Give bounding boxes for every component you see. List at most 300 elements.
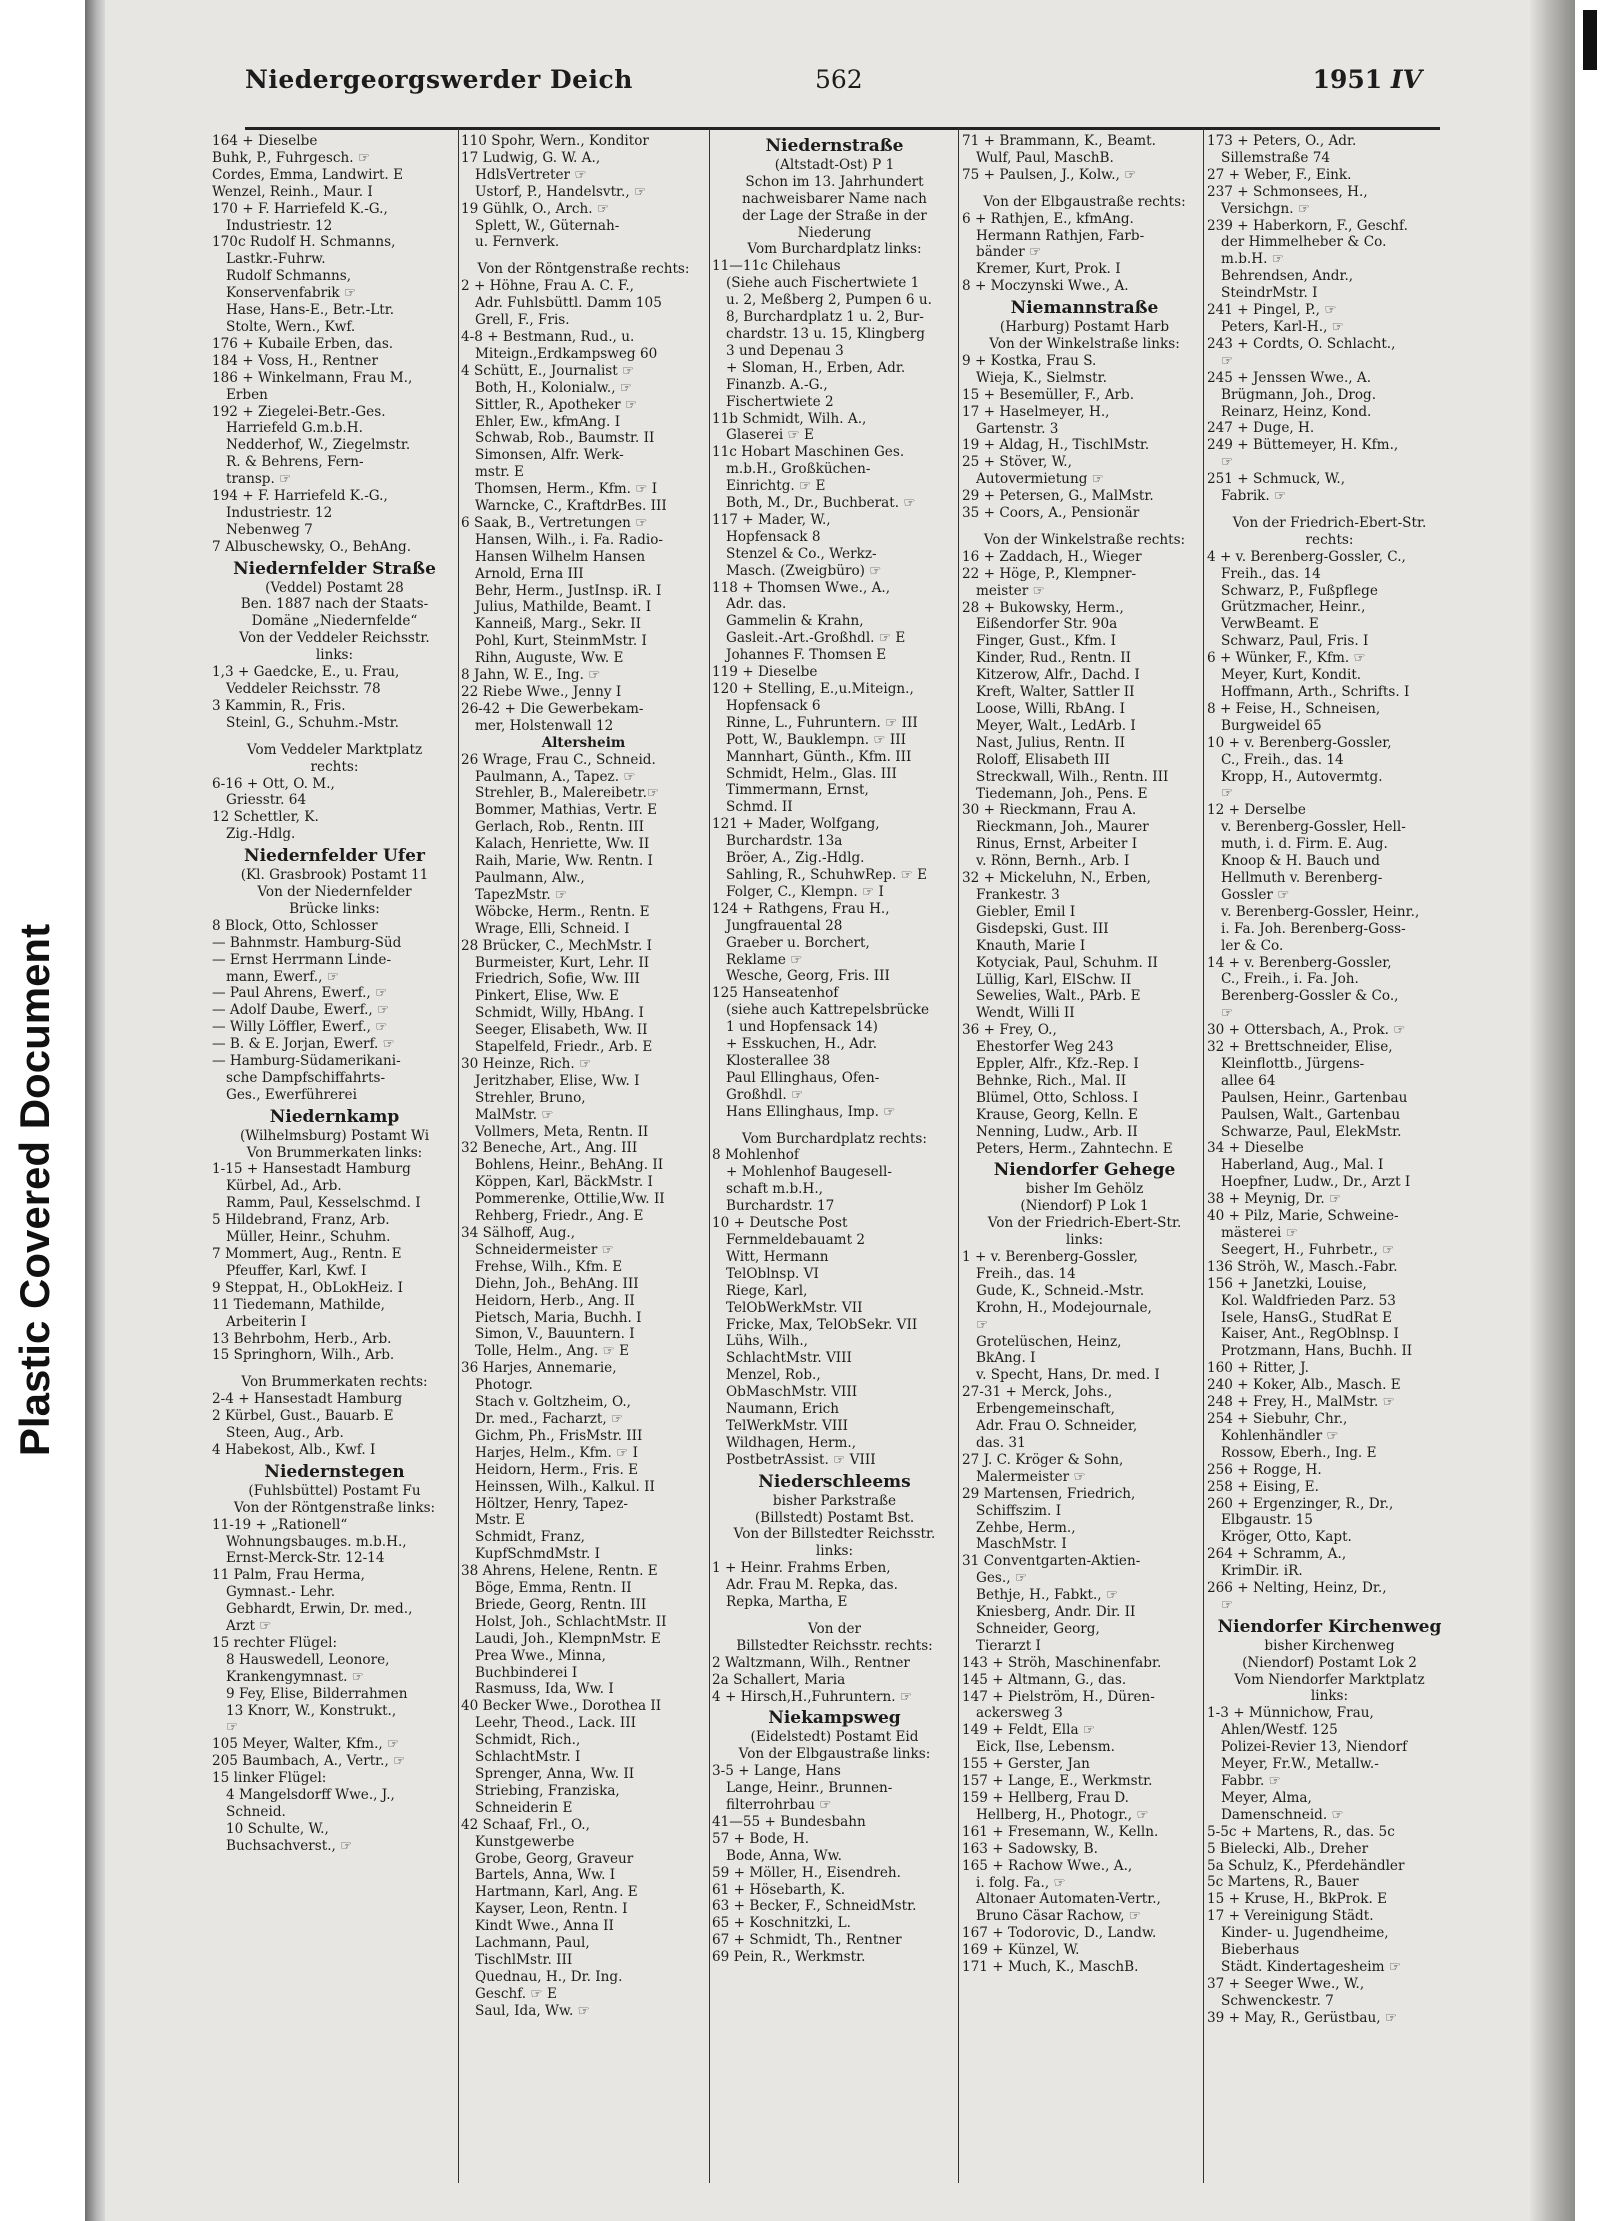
entry-line: Paulsen, Heinr., Gartenbau	[1221, 1089, 1408, 1106]
entry-line: 186 + Winkelmann, Frau M.,	[212, 369, 413, 386]
entry-line: 170 + F. Harriefeld K.-G.,	[212, 200, 388, 217]
entry-line: 34 Sälhoff, Aug.,	[461, 1225, 576, 1241]
entry-line: 7 Albuschewsky, O., BehAng.	[212, 538, 412, 555]
entry-line: Sewelies, Walt., PArb. E	[976, 988, 1141, 1005]
entry-line: Wulf, Paul, MaschB.	[976, 149, 1114, 166]
entry-line: m.b.H., Großküchen-	[726, 461, 871, 478]
directory-column-4	[962, 133, 1207, 2178]
street-subline: Brücke links:	[289, 900, 380, 917]
entry-line: 4 + v. Berenberg-Gossler, C.,	[1207, 548, 1406, 565]
entry-line: 11-19 + „Rationell“	[212, 1516, 348, 1533]
entry-line: Schwarz, P., Fußpflege	[1221, 582, 1378, 599]
scan-label: Plastic Covered Document	[11, 923, 58, 1457]
entry-line: Simon, V., Bauuntern. I	[475, 1326, 635, 1343]
entry-line: Bruno Cäsar Rachow, ☞	[976, 1908, 1141, 1925]
entry-line: der Himmelheber & Co.	[1221, 234, 1387, 251]
entry-line: 8 + Feise, H., Schneisen,	[1207, 700, 1381, 717]
entry-line: 243 + Cordts, O. Schlacht.,	[1207, 335, 1396, 352]
entry-line: 36 + Frey, O.,	[962, 1022, 1057, 1039]
entry-line: 143 + Ströh, Maschinenfabr.	[962, 1654, 1162, 1671]
entry-line: 156 + Janetzki, Louise,	[1207, 1275, 1367, 1292]
entry-line: 27-31 + Merck, Johs.,	[962, 1384, 1113, 1401]
entry-line: Jeritzhaber, Elise, Ww. I	[475, 1072, 640, 1089]
entry-line: 117 + Mader, W.,	[712, 511, 831, 528]
entry-line: Naumann, Erich	[726, 1401, 840, 1418]
entry-line: Polizei-Revier 13, Niendorf	[1221, 1739, 1408, 1756]
column-divider	[458, 128, 459, 2183]
street-subline: Von der Röntgenstraße links:	[233, 1499, 436, 1516]
entry-line: 40 Becker Wwe., Dorothea II	[461, 1698, 662, 1715]
entry-line: Simonsen, Alfr. Werk-	[475, 447, 624, 464]
entry-line: u. 2, Meßberg 2, Pumpen 6 u.	[726, 292, 932, 309]
entry-line: — Adolf Daube, Ewerf., ☞	[212, 1002, 390, 1019]
entry-line: Friedrich, Sofie, Ww. III	[475, 971, 640, 988]
entry-line: Dr. med., Facharzt, ☞	[475, 1410, 624, 1427]
entry-line: Holst, Joh., SchlachtMstr. II	[475, 1613, 667, 1630]
entry-line: Pott, W., Bauklempn. ☞ III	[726, 731, 906, 748]
entry-line: 15 + Kruse, H., BkProk. E	[1207, 1891, 1388, 1908]
street-subline: Vom Burchardplatz rechts:	[742, 1130, 927, 1147]
entry-line: 147 + Pielström, H., Düren-	[962, 1688, 1155, 1705]
entry-line: Arzt ☞	[226, 1618, 272, 1635]
entry-line: Burchardstr. 13a	[726, 833, 843, 850]
entry-line: Gisdepski, Gust. III	[976, 920, 1109, 937]
section-gap	[962, 184, 1207, 194]
entry-line: Schiffszim. I	[976, 1502, 1062, 1519]
entry-line: Tierarzt I	[976, 1637, 1041, 1654]
street-subline: links:	[315, 647, 354, 664]
entry-line: Griesstr. 64	[226, 792, 307, 809]
entry-line: Hansen, Wilh., i. Fa. Radio-	[475, 531, 664, 548]
street-subline: Von der Niedernfelder	[257, 883, 412, 900]
section-gap	[1207, 505, 1452, 515]
entry-line: Kohlenhändler ☞	[1221, 1427, 1339, 1444]
entry-line: Einrichtg. ☞ E	[726, 478, 826, 495]
entry-line: 164 + Dieselbe	[212, 133, 318, 149]
entry-line: Kreft, Walter, Sattler II	[976, 684, 1135, 701]
entry-line: Kröger, Otto, Kapt.	[1221, 1529, 1352, 1546]
entry-line: Ehler, Ew., kfmAng. I	[475, 413, 621, 430]
entry-line: Blümel, Otto, Schloss. I	[976, 1089, 1139, 1106]
entry-line: 25 + Stöver, W.,	[962, 454, 1072, 471]
entry-line: Stapelfeld, Friedr., Arb. E	[475, 1039, 653, 1056]
entry-line: Freih., das. 14	[1221, 565, 1321, 582]
entry-line: Adr. Frau O. Schneider,	[976, 1418, 1138, 1435]
entry-line: transp. ☞	[226, 471, 292, 488]
entry-line: chardstr. 13 u. 15, Klingberg	[726, 325, 925, 342]
entry-line: Knauth, Marie I	[976, 937, 1086, 954]
entry-line: 2 Kürbel, Gust., Bauarb. E	[212, 1408, 394, 1425]
entry-line: Steen, Aug., Arb.	[226, 1425, 344, 1442]
entry-line: 16 + Zaddach, H., Wieger	[962, 548, 1142, 565]
entry-line: Timmermann, Ernst,	[726, 782, 869, 799]
entry-line: — Ernst Herrmann Linde-	[212, 951, 392, 968]
entry-line: ☞	[1221, 1005, 1234, 1022]
entry-line: Stolte, Wern., Kwf.	[226, 318, 356, 335]
entry-line: 32 + Mickeluhn, N., Erben,	[962, 870, 1151, 887]
street-heading: Niekampsweg	[768, 1708, 901, 1729]
entry-line: Briede, Georg, Rentn. III	[475, 1596, 647, 1613]
entry-line: Zig.-Hdlg.	[226, 826, 296, 843]
entry-line: 5 Bielecki, Alb., Dreher	[1207, 1840, 1369, 1857]
entry-line: Erben	[226, 386, 268, 403]
entry-line: Prea Wwe., Minna,	[475, 1647, 606, 1664]
entry-line: Mannhart, Günth., Kfm. III	[726, 748, 912, 765]
entry-line: Hans Ellinghaus, Imp. ☞	[726, 1103, 896, 1120]
street-subline: Von der Elbgaustraße links:	[738, 1746, 931, 1763]
entry-line: TischlMstr. III	[475, 1951, 573, 1968]
street-subline: links:	[1065, 1232, 1104, 1249]
street-heading: Niedernstraße	[765, 136, 904, 156]
entry-line: Burmeister, Kurt, Lehr. II	[475, 954, 650, 971]
entry-line: Erbengemeinschaft,	[976, 1401, 1115, 1418]
entry-line: Sprenger, Anna, Ww. II	[475, 1766, 635, 1782]
entry-line: ☞	[1221, 785, 1234, 802]
entry-line: Ehestorfer Weg 243	[976, 1039, 1114, 1056]
entry-line: Paulmann, A., Tapez. ☞	[475, 768, 636, 785]
entry-line: — Paul Ahrens, Ewerf., ☞	[212, 985, 388, 1002]
entry-line: 12 + Derselbe	[1207, 802, 1306, 819]
entry-line: Mstr. E	[475, 1512, 525, 1529]
entry-line: ☞	[976, 1316, 989, 1333]
entry-line: + Esskuchen, H., Adr.	[726, 1036, 878, 1053]
entry-line: Gammelin & Krahn,	[726, 613, 864, 630]
entry-line: 239 + Haberkorn, F., Geschf.	[1207, 217, 1408, 234]
entry-line: 8 Hauswedell, Leonore,	[226, 1651, 390, 1668]
entry-line: Schmidt, Franz,	[475, 1529, 585, 1546]
entry-line: mann, Ewerf., ☞	[226, 968, 339, 985]
entry-line: Masch. (Zweigbüro) ☞	[726, 562, 882, 579]
entry-line: mer, Holstenwall 12	[475, 717, 614, 734]
directory-column-5	[1207, 133, 1452, 2178]
entry-line: 173 + Peters, O., Adr.	[1207, 133, 1357, 149]
year-volume	[1313, 65, 1422, 94]
entry-line: Johannes F. Thomsen E	[726, 647, 887, 664]
street-subline: (Eidelstedt) Postamt Eid	[750, 1729, 919, 1746]
entry-line: ☞	[1221, 454, 1234, 471]
entry-line: Hellmuth v. Berenberg-	[1221, 869, 1383, 886]
street-subline: Von der Elbgaustraße rechts:	[983, 193, 1186, 210]
entry-line: 157 + Lange, E., Werkmstr.	[962, 1773, 1153, 1790]
entry-line: ☞	[1221, 1596, 1234, 1613]
entry-line: ackersweg 3	[976, 1705, 1063, 1722]
entry-line: 247 + Duge, H.	[1207, 420, 1315, 437]
page-edge-shadow	[1530, 0, 1575, 2221]
entry-line: HdlsVertreter ☞	[475, 166, 587, 183]
entry-line: Klosterallee 38	[726, 1052, 831, 1069]
entry-line: Ges., ☞	[976, 1570, 1028, 1587]
entry-line: Warncke, C., KraftdrBes. III	[475, 498, 667, 515]
street-subline: (Niendorf) P Lok 1	[1020, 1198, 1149, 1215]
entry-line: ler & Co.	[1221, 937, 1284, 954]
street-subline: Vom Niendorfer Marktplatz	[1234, 1671, 1425, 1688]
entry-line: Hopfensack 6	[726, 697, 821, 714]
entry-line: Hartmann, Karl, Ang. E	[475, 1884, 638, 1901]
fore-edge	[1575, 0, 1600, 2221]
entry-line: Wildhagen, Herm.,	[726, 1434, 857, 1451]
entry-line: Kleinflottb., Jürgens-	[1221, 1055, 1365, 1072]
entry-line: Arnold, Erna III	[475, 565, 584, 582]
entry-line: Sittler, R., Apotheker ☞	[475, 396, 638, 413]
street-subline: bisher Kirchenweg	[1264, 1637, 1395, 1654]
entry-line: 240 + Koker, Alb., Masch. E	[1207, 1377, 1401, 1394]
entry-line: 27 + Weber, F., Eink.	[1207, 166, 1352, 183]
entry-line: Fernmeldebauamt 2	[726, 1232, 866, 1248]
entry-line: Kindt Wwe., Anna II	[475, 1918, 614, 1935]
entry-line: 38 + Meynig, Dr. ☞	[1207, 1191, 1342, 1208]
entry-line: Splett, W., Güternah-	[475, 217, 620, 234]
entry-line: 11b Schmidt, Wilh. A.,	[712, 410, 867, 427]
entry-line: 5 Hildebrand, Franz, Arb.	[212, 1212, 390, 1229]
entry-line: Meyer, Walt., LedArb. I	[976, 717, 1136, 734]
entry-line: 11c Hobart Maschinen Ges.	[712, 444, 905, 461]
entry-line: 13 Behrbohm, Herb., Arb.	[212, 1330, 392, 1347]
entry-line: Cordes, Emma, Landwirt. E	[212, 166, 403, 183]
entry-line: Nebenweg 7	[226, 521, 313, 538]
entry-line: 17 Ludwig, G. W. A.,	[461, 149, 601, 166]
street-subline: links:	[1310, 1688, 1349, 1705]
entry-line: Wesche, Georg, Fris. III	[726, 968, 890, 985]
entry-line: Großhdl. ☞	[726, 1086, 804, 1103]
entry-line: 260 + Ergenzinger, R., Dr.,	[1207, 1495, 1394, 1512]
entry-line: 145 + Altmann, G., das.	[962, 1671, 1127, 1688]
entry-line: Buchbinderei I	[475, 1664, 578, 1681]
entry-line: Schneid.	[226, 1804, 286, 1820]
entry-line: — Willy Löffler, Ewerf., ☞	[212, 1019, 388, 1036]
entry-line: ☞	[226, 1719, 239, 1736]
entry-line: Schneiderin E	[475, 1799, 573, 1816]
entry-line: Kotyciak, Paul, Schuhm. II	[976, 954, 1158, 971]
entry-line: Wrage, Elli, Schneid. I	[475, 920, 630, 937]
street-subline: nachweisbarer Name nach	[742, 190, 927, 207]
entry-line: Ahlen/Westf. 125	[1221, 1722, 1338, 1739]
edge-mark	[1583, 10, 1597, 70]
street-heading: Niedernfelder Straße	[233, 558, 436, 579]
entry-line: Striebing, Franziska,	[475, 1782, 620, 1799]
entry-line: Gebhardt, Erwin, Dr. med.,	[226, 1601, 413, 1618]
entry-line: Kürbel, Ad., Arb.	[226, 1178, 342, 1195]
street-subline: der Lage der Straße in der	[742, 207, 927, 224]
street-subline: Von Brummerkaten links:	[246, 1144, 423, 1161]
entry-line: 119 + Dieselbe	[712, 664, 818, 681]
entry-line: Peters, Herm., Zahntechn. E	[976, 1140, 1173, 1157]
entry-line: 160 + Ritter, J.	[1207, 1360, 1309, 1377]
street-subline: Von der Winkelstraße links:	[989, 335, 1180, 352]
street-subline: Von der Friedrich-Ebert-Str.	[1232, 514, 1427, 531]
entry-line: Wohnungsbauges. m.b.H.,	[226, 1533, 407, 1550]
year: 1951	[1312, 65, 1383, 94]
entry-line: 15 Springhorn, Wilh., Arb.	[212, 1347, 395, 1364]
entry-line: 105 Meyer, Walter, Kfm., ☞	[212, 1736, 400, 1753]
entry-line: 69 Pein, R., Werkmstr.	[712, 1949, 866, 1966]
entry-line: Höltzer, Henry, Tapez-	[475, 1495, 628, 1512]
entry-line: mstr. E	[475, 464, 524, 481]
entry-line: Wieja, K., Sielmstr.	[976, 369, 1107, 386]
entry-line: 75 + Paulsen, J., Kolw., ☞	[962, 166, 1137, 183]
entry-line: Stach v. Goltzheim, O.,	[475, 1394, 631, 1411]
entry-line: 266 + Nelting, Heinz, Dr.,	[1207, 1580, 1387, 1597]
entry-line: 6 + Rathjen, E., kfmAng.	[962, 210, 1134, 227]
entry-line: Veddeler Reichsstr. 78	[226, 681, 381, 697]
entry-line: Köppen, Karl, BäckMstr. I	[475, 1174, 653, 1191]
entry-line: Schwab, Rob., Baumstr. II	[475, 430, 655, 447]
entry-line: Damenschneid. ☞	[1221, 1806, 1344, 1823]
entry-line: Strehler, B., Malereibetr.☞	[475, 785, 660, 802]
street-subline: Ben. 1887 nach der Staats-	[240, 596, 429, 613]
entry-line: TelOblnsp. VI	[726, 1265, 819, 1282]
entry-line: 251 + Schmuck, W.,	[1207, 471, 1346, 488]
entry-line: Böge, Emma, Rentn. II	[475, 1580, 632, 1597]
entry-line: Menzel, Rob.,	[726, 1367, 821, 1384]
entry-line: Adr. das.	[726, 596, 787, 613]
entry-line: Schneidermeister ☞	[475, 1241, 614, 1258]
book-binding-shadow	[85, 0, 105, 2221]
entry-line: Roloff, Elisabeth III	[976, 751, 1110, 768]
entry-line: 163 + Sadowsky, B.	[962, 1840, 1098, 1857]
entry-line: Julius, Mathilde, Beamt. I	[475, 599, 652, 616]
entry-line: TapezMstr. ☞	[475, 886, 568, 903]
entry-line: Hoepfner, Ludw., Dr., Arzt I	[1221, 1174, 1411, 1191]
entry-line: 184 + Voss, H., Rentner	[212, 352, 378, 369]
entry-line: Industriestr. 12	[226, 504, 333, 521]
entry-line: 37 + Seeger Wwe., W.,	[1207, 1975, 1365, 1992]
entry-line: 1 + Heinr. Frahms Erben,	[712, 1560, 891, 1577]
entry-line: C., Freih., i. Fa. Joh.	[1221, 971, 1359, 988]
entry-line: 6 Saak, B., Vertretungen ☞	[461, 514, 648, 531]
entry-line: Städt. Kindertagesheim ☞	[1221, 1958, 1402, 1975]
street-subline: (Harburg) Postamt Harb	[999, 319, 1170, 336]
entry-line: Reklame ☞	[726, 951, 803, 968]
entry-line: Gerlach, Rob., Rentn. III	[475, 819, 644, 836]
entry-line: Tolle, Helm., Ang. ☞ E	[475, 1343, 630, 1360]
entry-line: Photogr.	[475, 1377, 533, 1394]
entry-line: Saul, Ida, Ww. ☞	[475, 2002, 590, 2019]
entry-line: sche Dampfschiffahrts-	[226, 1069, 386, 1086]
entry-line: 42 Schaaf, Frl., O.,	[461, 1816, 590, 1833]
entry-line: Kol. Waldfrieden Parz. 53	[1221, 1292, 1396, 1309]
entry-line: 194 + F. Harriefeld K.-G.,	[212, 488, 388, 505]
entry-line: Heinssen, Wilh., Kalkul. II	[475, 1478, 655, 1495]
entry-line: Wöbcke, Herm., Rentn. E	[475, 903, 650, 920]
building-label: Altersheim	[541, 734, 626, 751]
entry-line: Buchsachverst., ☞	[226, 1837, 353, 1854]
entry-line: 118 + Thomsen Wwe., A.,	[712, 579, 891, 596]
entry-line: Raih, Marie, Ww. Rentn. I	[475, 853, 653, 870]
entry-line: 256 + Rogge, H.	[1207, 1461, 1322, 1478]
entry-line: 67 + Schmidt, Th., Rentner	[712, 1932, 902, 1949]
entry-line: Eick, Ilse, Lebensm.	[976, 1739, 1115, 1756]
entry-line: 38 Ahrens, Helene, Rentn. E	[461, 1563, 658, 1580]
entry-line: + Mohlenhof Baugesell-	[726, 1164, 892, 1181]
street-subline: Schon im 13. Jahrhundert	[745, 173, 924, 190]
entry-line: Pietsch, Maria, Buchh. I	[475, 1309, 642, 1326]
entry-line: Both, H., Kolonialw., ☞	[475, 379, 633, 396]
entry-line: PostbetrAssist. ☞ VIII	[726, 1451, 876, 1468]
section-gap	[712, 1121, 957, 1131]
entry-line: Schwenckestr. 7	[1221, 1992, 1334, 2009]
street-subline: Domäne „Niedernfelde“	[251, 613, 418, 630]
section-gap	[212, 732, 457, 742]
entry-line: 121 + Mader, Wolfgang,	[712, 816, 880, 833]
entry-line: Giebler, Emil I	[976, 903, 1076, 920]
entry-line: Heidorn, Herb., Ang. II	[475, 1292, 635, 1309]
entry-line: 167 + Todorovic, D., Landw.	[962, 1925, 1157, 1942]
street-subline: Billstedter Reichsstr. rechts:	[736, 1637, 933, 1654]
entry-line: Harriefeld G.m.b.H.	[226, 420, 363, 437]
entry-line: 136 Ströh, W., Masch.-Fabr.	[1207, 1258, 1398, 1275]
entry-line: 15 rechter Flügel:	[212, 1634, 338, 1651]
entry-line: Lühs, Wilh.,	[726, 1333, 808, 1350]
entry-line: 2 + Höhne, Frau A. C. F.,	[461, 278, 635, 295]
entry-line: 12 Schettler, K.	[212, 809, 319, 826]
entry-line: Schmidt, Helm., Glas. III	[726, 765, 897, 782]
street-subline: (Fuhlsbüttel) Postamt Fu	[248, 1482, 421, 1499]
entry-line: Paulsen, Walt., Gartenbau	[1221, 1106, 1401, 1123]
entry-line: Eppler, Alfr., Kfz.-Rep. I	[976, 1056, 1139, 1073]
entry-line: 4-8 + Bestmann, Rud., u.	[461, 328, 635, 345]
entry-line: Pohl, Kurt, SteinmMstr. I	[475, 633, 647, 650]
entry-line: 205 Baumbach, A., Vertr., ☞	[212, 1753, 406, 1770]
street-subline: Von der Röntgenstraße rechts:	[477, 261, 690, 278]
entry-line: (Siehe auch Fischertwiete 1	[726, 275, 920, 292]
section-gap	[712, 1611, 957, 1621]
entry-line: 5-5c + Martens, R., das. 5c	[1207, 1823, 1395, 1840]
entry-line: ObMaschMstr. VIII	[726, 1384, 858, 1401]
entry-line: Frehse, Wilh., Kfm. E	[475, 1258, 623, 1275]
entry-line: Repka, Martha, E	[726, 1594, 848, 1611]
entry-line: Rihn, Auguste, Ww. E	[475, 650, 624, 667]
entry-line: Behrendsen, Andr.,	[1221, 268, 1354, 285]
entry-line: Kaiser, Ant., RegOblnsp. I	[1221, 1326, 1399, 1343]
entry-line: Wendt, Willi II	[976, 1005, 1075, 1022]
entry-line: 4 Mangelsdorff Wwe., J.,	[226, 1787, 395, 1804]
entry-line: 6-16 + Ott, O. M.,	[212, 775, 335, 792]
entry-line: Laudi, Joh., KlempnMstr. E	[475, 1630, 661, 1647]
entry-line: 63 + Becker, F., SchneidMstr.	[712, 1898, 917, 1915]
entry-line: 125 Hanseatenhof	[712, 985, 839, 1002]
entry-line: 28 + Bukowsky, Herm.,	[962, 599, 1124, 616]
entry-line: KrimDir. iR.	[1221, 1563, 1303, 1580]
entry-line: ☞	[1221, 352, 1234, 369]
entry-line: Kinder- u. Jugendheime,	[1221, 1925, 1389, 1942]
entry-line: Adr. Fuhlsbüttl. Damm 105	[475, 295, 662, 312]
entry-line: 5c Martens, R., Bauer	[1207, 1874, 1359, 1891]
entry-line: Fricke, Max, TelObSekr. VII	[726, 1316, 918, 1333]
entry-line: Behnke, Rich., Mal. II	[976, 1072, 1127, 1089]
entry-line: Nedderhof, W., Ziegelmstr.	[226, 437, 411, 454]
entry-line: Kayser, Leon, Rentn. I	[475, 1901, 628, 1918]
entry-line: Versichgn. ☞	[1221, 200, 1311, 217]
entry-line: Bommer, Mathias, Vertr. E	[475, 802, 658, 819]
entry-line: 149 + Feldt, Ella ☞	[962, 1722, 1096, 1739]
entry-line: 40 + Pilz, Marie, Schweine-	[1207, 1208, 1399, 1225]
entry-line: Fabrik. ☞	[1221, 488, 1287, 505]
entry-line: Berenberg-Gossler & Co.,	[1221, 988, 1399, 1005]
entry-line: v. Berenberg-Gossler, Hell-	[1221, 819, 1406, 836]
entry-line: Malermeister ☞	[976, 1468, 1086, 1485]
entry-line: 4 Habekost, Alb., Kwf. I	[212, 1441, 376, 1458]
entry-line: 28 Brücker, C., MechMstr. I	[461, 937, 652, 954]
entry-line: Tiedemann, Joh., Pens. E	[976, 785, 1148, 802]
entry-line: (siehe auch Kattrepelsbrücke	[726, 1002, 929, 1019]
entry-line: Leehr, Theod., Lack. III	[475, 1715, 636, 1732]
section-gap	[962, 522, 1207, 532]
entry-line: 1 und Hopfensack 14)	[726, 1019, 878, 1036]
section-gap	[461, 251, 706, 261]
entry-line: 39 + May, R., Gerüstbau, ☞	[1207, 2009, 1398, 2026]
entry-line: 4 + Hirsch,H.,Fuhruntern. ☞	[712, 1688, 913, 1705]
entry-line: Folger, C., Klempn. ☞ I	[726, 883, 884, 900]
